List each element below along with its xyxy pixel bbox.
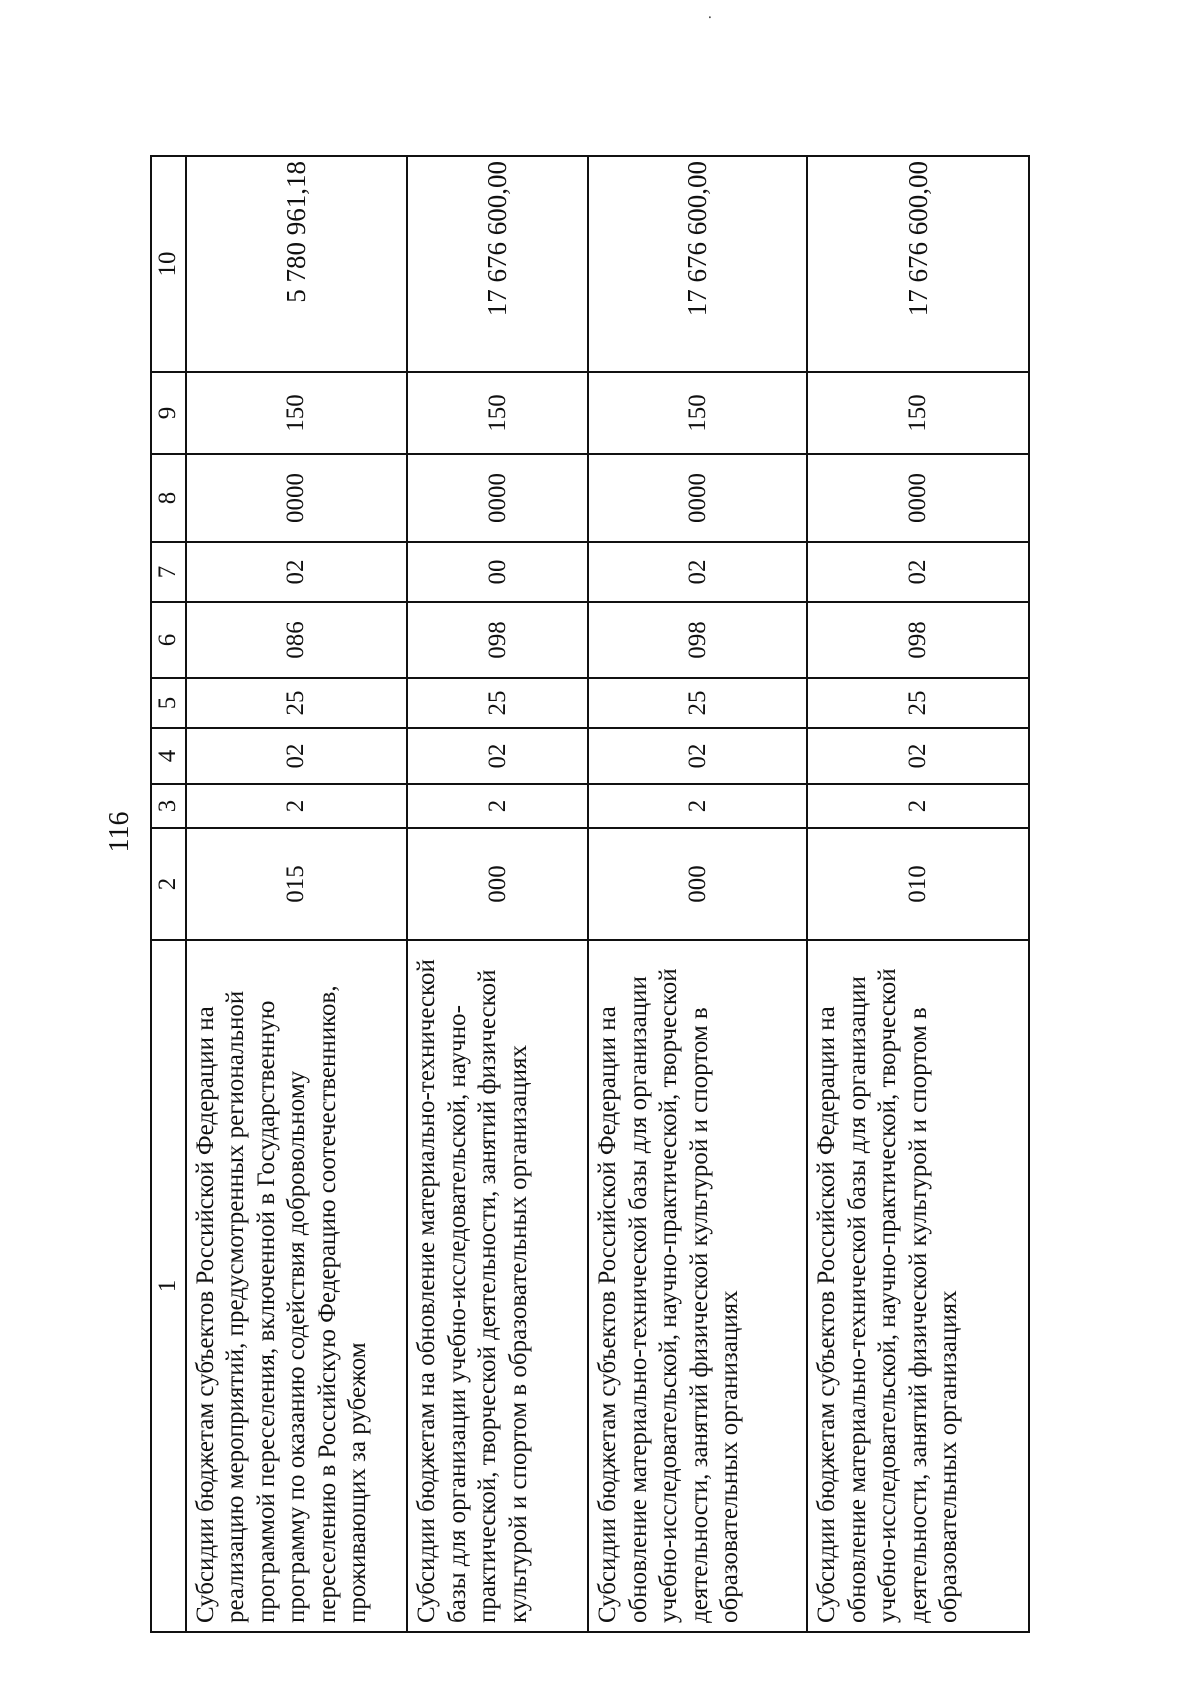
code-program: 0000 — [407, 454, 588, 542]
code-article: 25 — [588, 678, 807, 728]
table-row — [807, 156, 1029, 1632]
row-description: Субсидии бюджетам субъектов Российской Федерации на обновление материально-технической базы для организации учебно-исследовательской, научно-практической, творческой деятельности, занятий физической культурой и спортом в образовательных организациях — [588, 940, 807, 1632]
code-element: 02 — [588, 542, 807, 602]
code-classification: 150 — [407, 372, 588, 454]
code-subgroup: 02 — [407, 728, 588, 784]
code-subarticle: 098 — [807, 602, 1029, 678]
code-admin: 015 — [186, 828, 408, 940]
code-element: 02 — [186, 542, 408, 602]
code-subgroup: 02 — [588, 728, 807, 784]
code-article: 25 — [807, 678, 1029, 728]
code-subarticle: 098 — [588, 602, 807, 678]
code-group: 2 — [407, 784, 588, 828]
column-header: 6 — [151, 602, 186, 678]
amount-cell: 17 676 600,00 — [588, 156, 807, 372]
row-description: Субсидии бюджетам на обновление материально-технической базы для организации учебно-исследовательской, научно-практической, творческой деятельности, занятий физической культурой и спортом в образовательных организациях — [407, 940, 588, 1632]
code-program: 0000 — [807, 454, 1029, 542]
column-header: 4 — [151, 728, 186, 784]
code-article: 25 — [186, 678, 408, 728]
code-program: 0000 — [186, 454, 408, 542]
column-header: 8 — [151, 454, 186, 542]
code-program: 0000 — [588, 454, 807, 542]
code-element: 00 — [407, 542, 588, 602]
code-admin: 010 — [807, 828, 1029, 940]
code-subarticle: 098 — [407, 602, 588, 678]
table-header-row — [151, 156, 186, 1632]
table-row — [588, 156, 807, 1632]
row-description: Субсидии бюджетам субъектов Российской Федерации на обновление материально-технической базы для организации учебно-исследовательской, научно-практической, творческой деятельности, занятий физической культурой и спортом в образовательных организациях — [807, 940, 1029, 1632]
code-group: 2 — [186, 784, 408, 828]
code-group: 2 — [588, 784, 807, 828]
table-row — [186, 156, 408, 1632]
code-classification: 150 — [186, 372, 408, 454]
column-header: 3 — [151, 784, 186, 828]
scan-artifact-mark: ⸳ — [708, 9, 712, 24]
code-admin: 000 — [588, 828, 807, 940]
column-header: 10 — [151, 156, 186, 372]
row-description: Субсидии бюджетам субъектов Российской Федерации на реализацию мероприятий, предусмотренных региональной программой переселения, включенной в Государственную программу по оказанию содействия добровольному переселению в Российскую Федерацию соотечественников, проживающих за рубежом — [186, 940, 408, 1632]
amount-cell: 5 780 961,18 — [186, 156, 408, 372]
amount-cell: 17 676 600,00 — [407, 156, 588, 372]
code-admin: 000 — [407, 828, 588, 940]
page-number: 116 — [104, 811, 135, 853]
code-classification: 150 — [588, 372, 807, 454]
code-classification: 150 — [807, 372, 1029, 454]
column-header: 5 — [151, 678, 186, 728]
code-article: 25 — [407, 678, 588, 728]
rotated-table-container — [150, 157, 1030, 1633]
code-subgroup: 02 — [186, 728, 408, 784]
code-group: 2 — [807, 784, 1029, 828]
table-row — [407, 156, 588, 1632]
code-subarticle: 086 — [186, 602, 408, 678]
budget-table — [150, 155, 1030, 1633]
code-element: 02 — [807, 542, 1029, 602]
code-subgroup: 02 — [807, 728, 1029, 784]
column-header: 9 — [151, 372, 186, 454]
amount-cell: 17 676 600,00 — [807, 156, 1029, 372]
column-header: 2 — [151, 828, 186, 940]
column-header: 7 — [151, 542, 186, 602]
column-header: 1 — [151, 940, 186, 1632]
